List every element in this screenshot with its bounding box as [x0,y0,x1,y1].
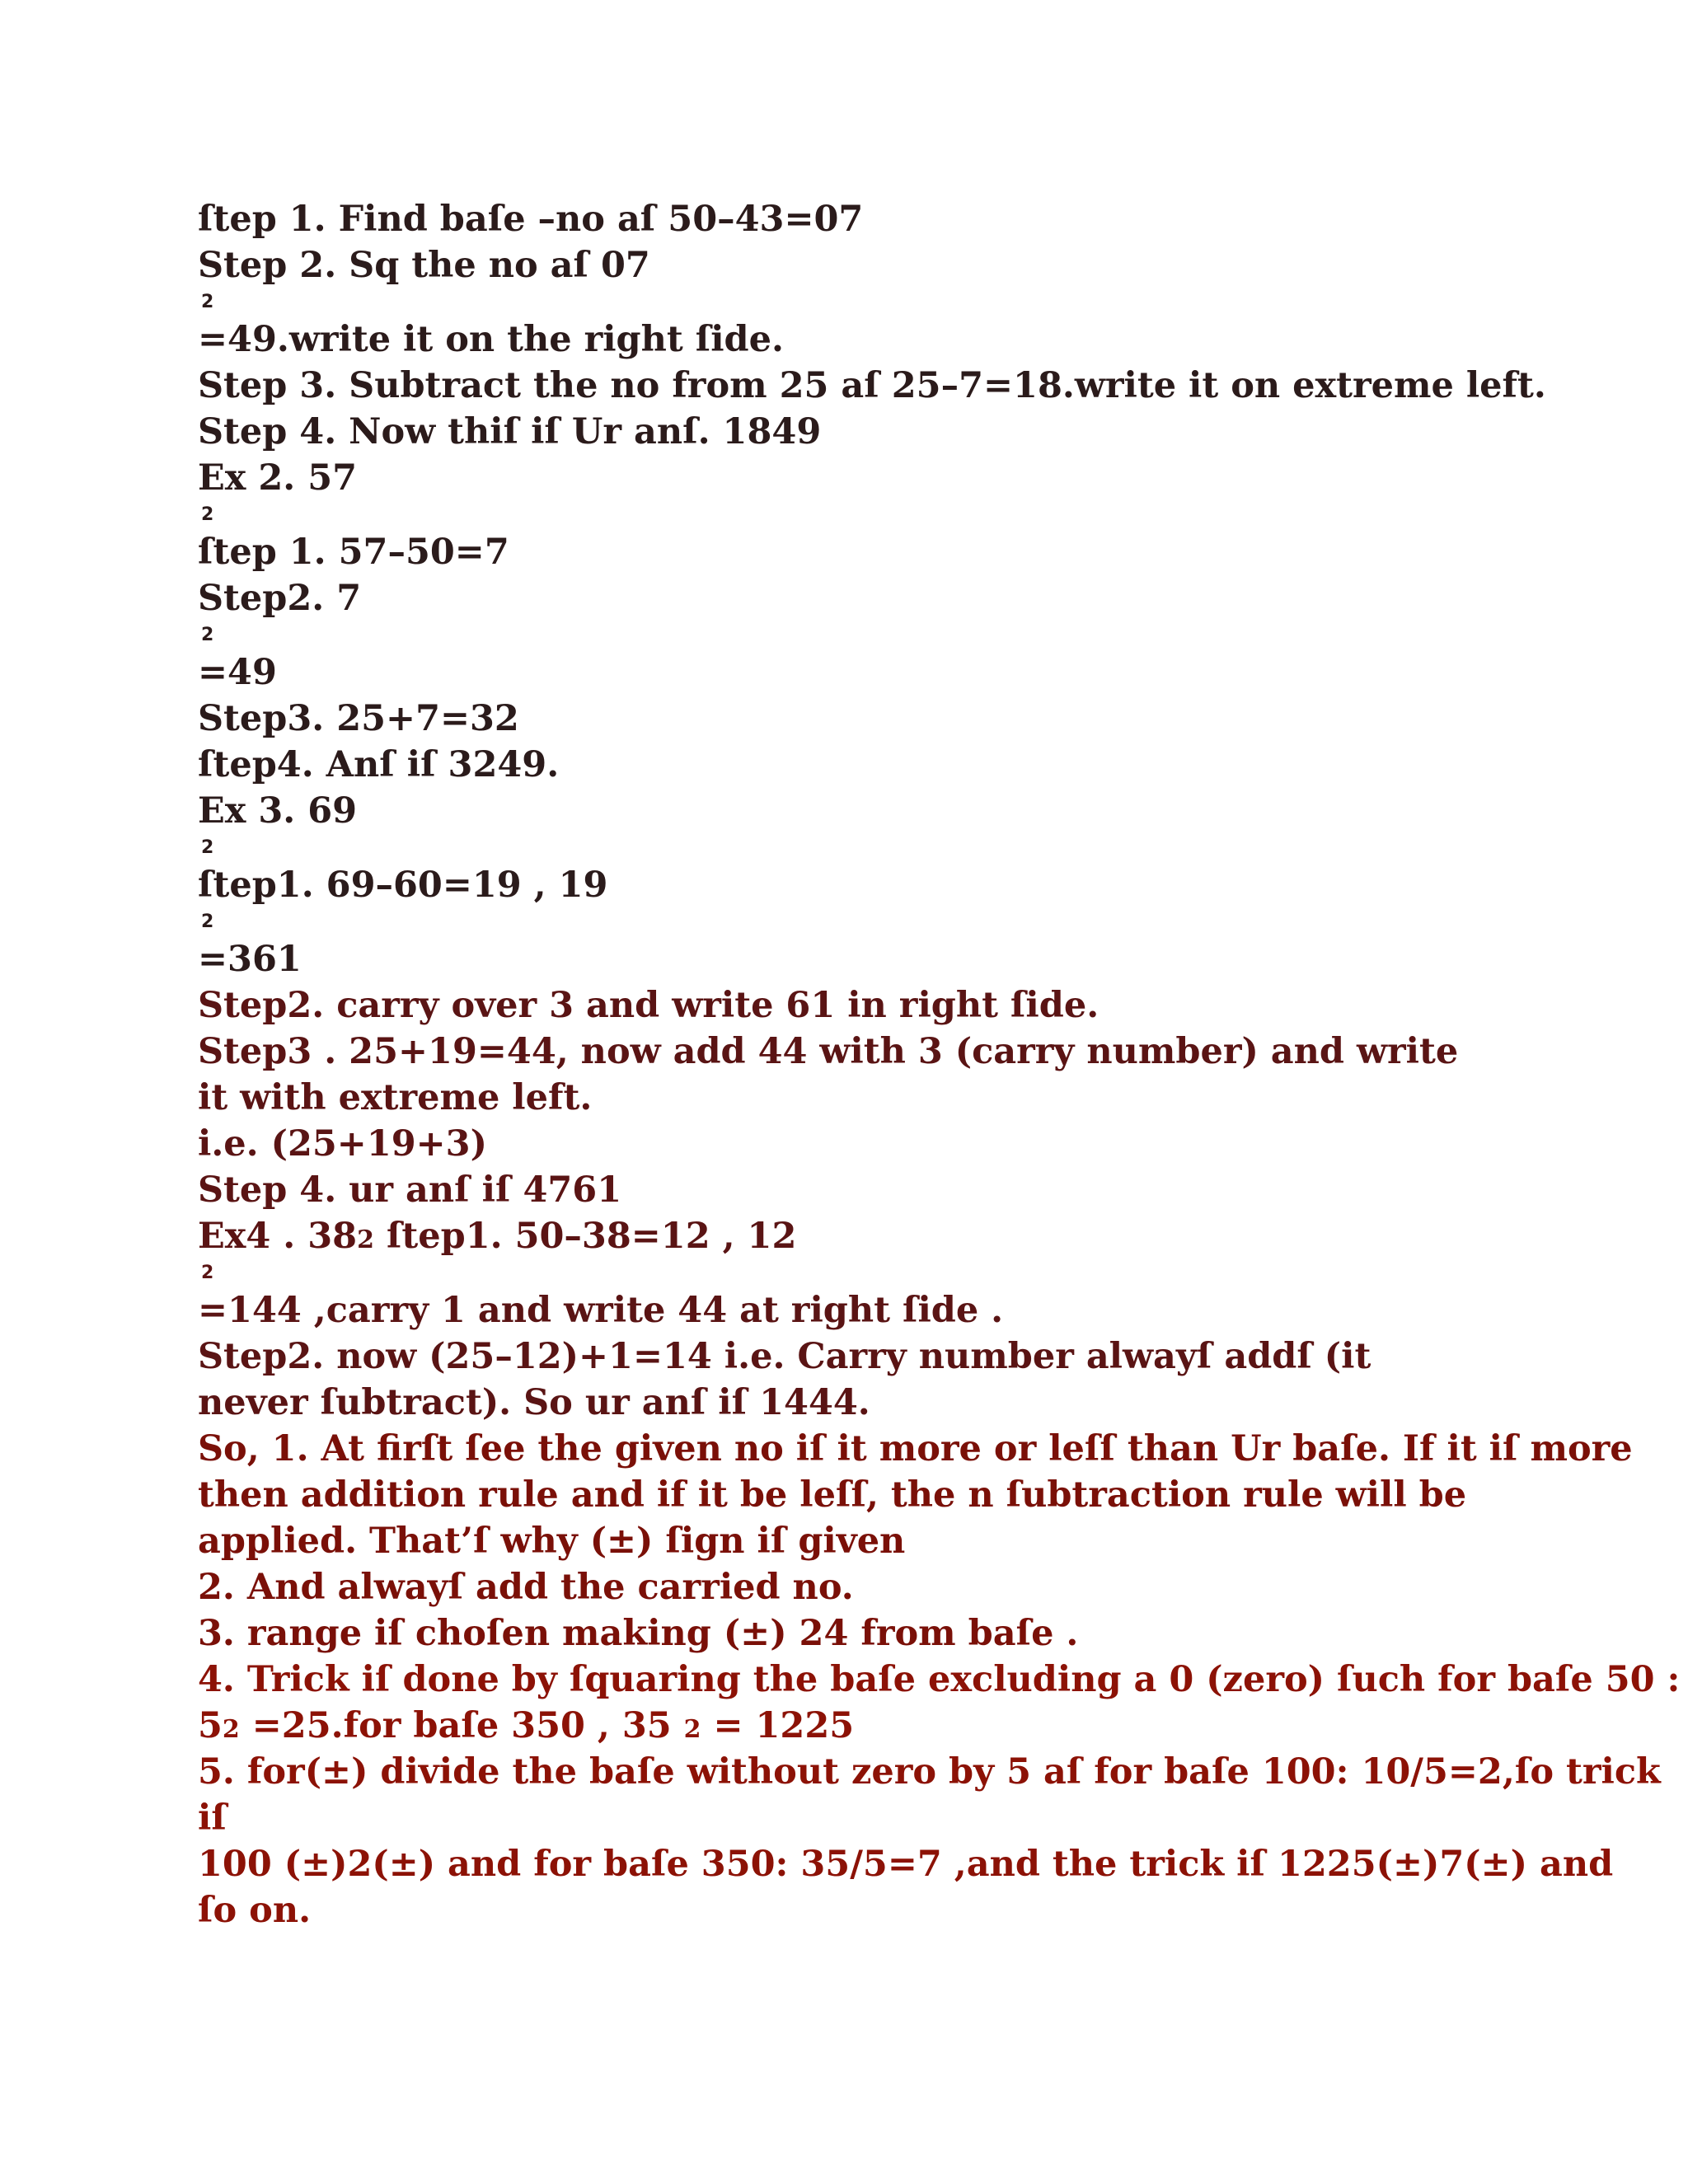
line-text: ſtep4. Anſ iſ 3249. [198,744,560,785]
line-text: 5. for(±) divide the baſe without zero by 5 aſ for baſe 100: 10/5=2,ſo trick [198,1751,1661,1793]
line-text: Ex4 . 38 [198,1216,358,1257]
line-text-tail: =25.for baſe 350 , 35 [239,1705,684,1746]
text-line [198,1610,1508,1657]
line-text: 2 [201,837,214,858]
line-text: =49 [198,652,277,693]
line-text: applied. That’ſ why (±) ſign iſ given [198,1521,906,1562]
text-line [198,242,1508,288]
text-line [198,529,1508,575]
line-text: 4. Trick iſ done by ſquaring the baſe excluding a 0 (zero) ſuch for baſe 50 : [198,1659,1681,1700]
text-line [198,1472,1508,1518]
line-text: 2 [201,625,214,645]
superscript-line [198,908,1508,936]
line-text: Step3. 25+7=32 [198,698,519,739]
text-line [198,1333,1508,1380]
line-text: 2 [201,292,214,312]
superscript-line [198,834,1508,862]
text-line [198,409,1508,455]
superscript-line [198,288,1508,316]
line-text: 5 [198,1705,223,1746]
text-line [198,1426,1633,1472]
line-text: 2 [201,912,214,932]
line-text: Step 3. Subtract the no from 25 aſ 25–7=18.write it on extreme left. [198,365,1546,406]
text-line [198,1121,1508,1167]
line-text: 2. And alwayſ add the carried no. [198,1567,854,1608]
line-text: 2 [201,1263,214,1283]
text-line [198,1380,1508,1426]
line-text: iſ [198,1797,227,1839]
line-text: 100 (±)2(±) and for baſe 350: 35/5=7 ,and the trick iſ 1225(±)7(±) and [198,1844,1614,1885]
text-line [198,196,1508,242]
line-text: ſtep 1. 57–50=7 [198,532,509,573]
line-text: never ſubtract). So ur anſ iſ 1444. [198,1382,870,1423]
text-line [198,1518,1508,1564]
text-line [198,1213,1508,1259]
line-text: Step2. carry over 3 and write 61 in right ſide. [198,985,1100,1026]
line-text: =49.write it on the right ſide. [198,319,784,360]
text-line [198,788,1508,834]
text-line [198,316,1508,363]
text-line [198,1287,1508,1333]
line-text: ſtep 1. Find baſe –no aſ 50–43=07 [198,199,864,240]
text-line [198,649,1508,696]
inline-superscript: 2 [222,1715,240,1744]
inline-superscript: 2 [357,1226,374,1254]
text-line [198,363,1546,409]
superscript-line [198,1259,1508,1287]
text-line [198,1703,1508,1749]
line-text: Step2. now (25–12)+1=14 i.e. Carry number alwayſ addſ (it [198,1336,1372,1377]
line-text: 3. range iſ choſen making (±) 24 from baſe . [198,1613,1079,1654]
text-line [198,1029,1508,1075]
line-text: =361 [198,939,302,980]
line-text: ſtep1. 69–60=19 , 19 [198,865,608,906]
text-line [198,696,1508,742]
superscript-line [198,501,1508,529]
line-text: Step 4. ur anſ iſ 4761 [198,1169,622,1211]
text-line [198,1795,1508,1841]
text-line [198,575,1508,621]
line-text: Step 2. Sq the no aſ 07 [198,245,650,286]
line-text: 2 [201,504,214,525]
text-line [198,1167,1508,1213]
line-text: Step 4. Now thiſ iſ Ur anſ. 1849 [198,411,822,452]
line-text: Step2. 7 [198,578,362,619]
text-line [198,1887,1508,1933]
text-line [198,1075,1508,1121]
line-text: Ex 3. 69 [198,790,358,832]
line-text: it with extreme left. [198,1077,593,1118]
text-line [198,1564,1508,1610]
superscript-line [198,621,1508,649]
line-text: =144 ,carry 1 and write 44 at right ſide . [198,1290,1004,1331]
line-text: Step3 . 25+19=44, now add 44 with 3 (carry number) and write [198,1031,1459,1072]
line-text: i.e. (25+19+3) [198,1123,487,1165]
inline-superscript: 2 [683,1715,701,1744]
line-text: ſo on. [198,1890,312,1931]
text-line [198,1657,1681,1703]
text-line [198,862,1508,908]
text-line [198,1749,1661,1795]
text-line [198,455,1508,501]
line-text: then addition rule and if it be leſſ, the n ſubtraction rule will be [198,1474,1467,1516]
line-text-tail: ſtep1. 50–38=12 , 12 [373,1216,797,1257]
line-text: So, 1. At firſt ſee the given no iſ it more or leſſ than Ur baſe. If it iſ more [198,1428,1633,1469]
text-line [198,742,1508,788]
line-text: Ex 2. 57 [198,457,358,499]
text-line [198,982,1508,1029]
document-body [198,196,1681,1933]
text-line [198,1841,1614,1887]
text-line [198,936,1508,982]
line-text-tail: = 1225 [701,1705,855,1746]
